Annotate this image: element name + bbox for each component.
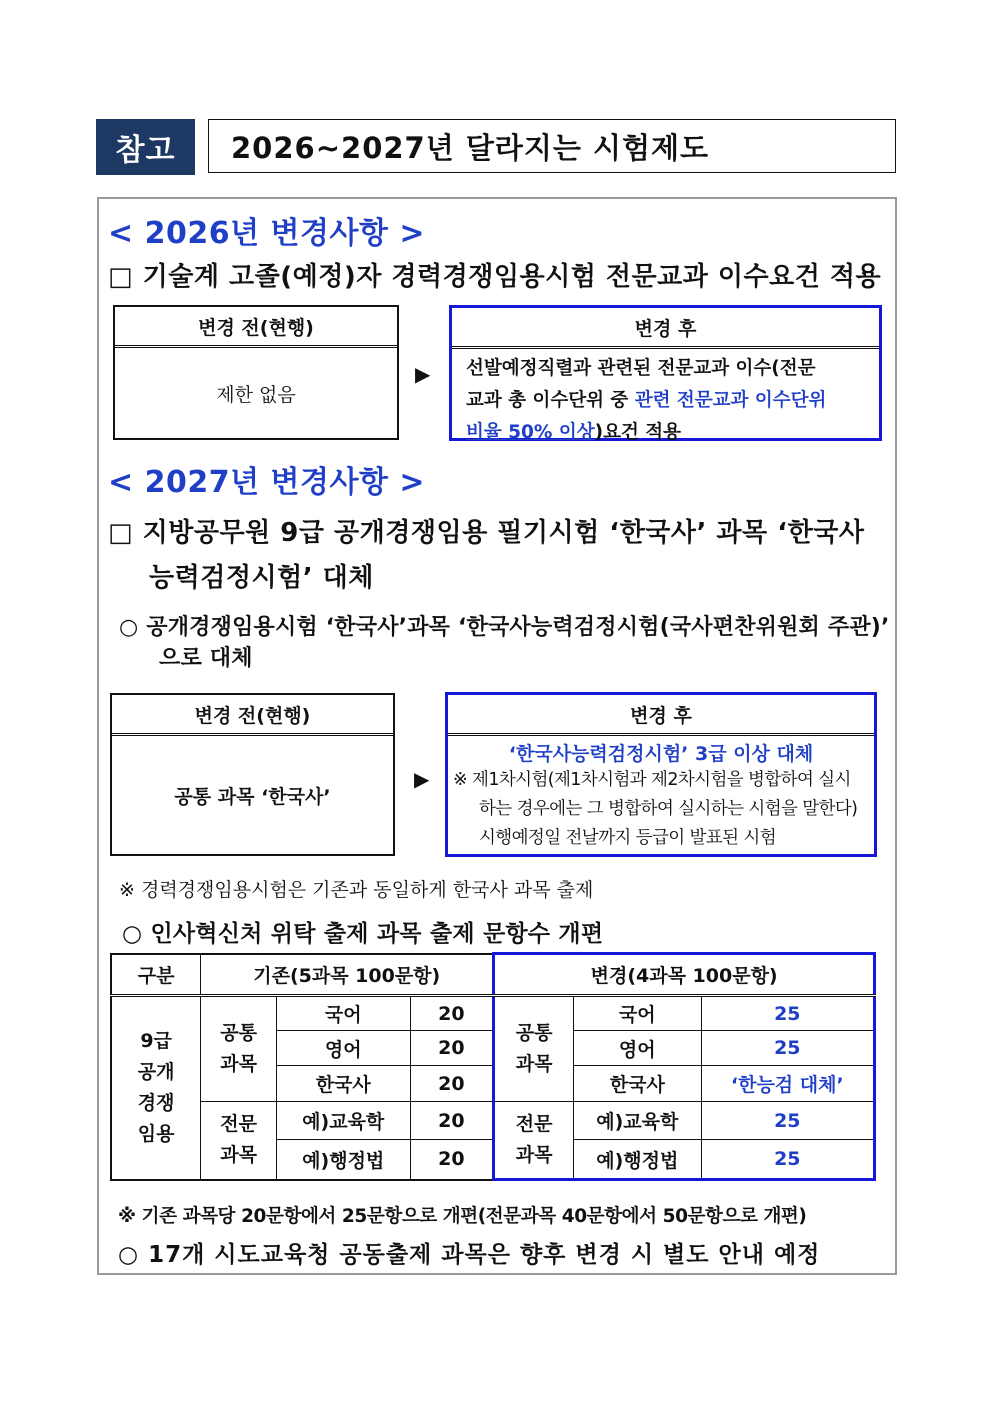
table-before-value: 20	[410, 996, 494, 1031]
sub-item-2: ○ 인사혁신처 위탁 출제 과목 출제 문항수 개편	[122, 921, 604, 947]
section-2027-item-line2: 능력검정시험’ 대체	[149, 563, 374, 593]
after-body	[452, 349, 879, 449]
table-subject-after: 예)행정법	[574, 1140, 702, 1180]
table-after-value: 25	[701, 1140, 874, 1180]
section-2026-heading: < 2026년 변경사항 >	[108, 216, 426, 251]
after-box-2027	[445, 692, 877, 857]
table-common-before: 공통 과목	[201, 996, 277, 1102]
table-before-value: 20	[410, 1102, 494, 1140]
section-2026-item: □ 기술계 고졸(예정)자 경력경쟁임용시험 전문교과 이수요건 적용	[108, 262, 882, 292]
table-header-after: 변경(4과목 100문항)	[494, 954, 875, 996]
table-subject: 예)행정법	[276, 1140, 410, 1180]
table-subject-after: 영어	[574, 1031, 702, 1066]
table-after-value: ‘한능검 대체’	[701, 1066, 874, 1102]
arrow-right-icon: ▶	[415, 362, 431, 386]
table-major-before: 전문 과목	[201, 1102, 277, 1180]
section-2027-item-line1: □ 지방공무원 9급 공개경쟁임용 필기시험 ‘한국사’ 과목 ‘한국사	[108, 518, 865, 548]
question-count-table	[110, 952, 876, 1181]
table-subject: 한국사	[276, 1066, 410, 1102]
before-header: 변경 전(현행)	[115, 307, 397, 348]
table-subject: 예)교육학	[276, 1102, 410, 1140]
table-before-value: 20	[410, 1140, 494, 1180]
before-body-2027: 공통 과목 ‘한국사’	[174, 785, 331, 808]
after-main-2027: ‘한국사능력검정시험’ 3급 이상 대체	[508, 743, 814, 765]
before-box-2026	[113, 305, 399, 440]
table-subject-after: 한국사	[574, 1066, 702, 1102]
table-subject-after: 국어	[574, 996, 702, 1031]
reference-tag: 참고	[96, 119, 195, 175]
sub-item-line1: ○ 공개경쟁임용시험 ‘한국사’과목 ‘한국사능력검정시험(국사편찬위원회 주관)’	[119, 615, 890, 640]
after-note-line1: ※ 제1차시험(제1차시험과 제2차시험을 병합하여 실시	[453, 770, 851, 790]
table-header-gubun: 구분	[111, 954, 201, 996]
after-note-line2: 하는 경우에는 그 병합하여 실시하는 시험을 말한다)	[479, 799, 858, 819]
sub-item-line2: 으로 대체	[159, 646, 253, 671]
table-subject: 영어	[276, 1031, 410, 1066]
arrow-right-icon-2: ▶	[414, 767, 430, 791]
before-header-2027: 변경 전(현행)	[112, 695, 393, 736]
table-before-value: 20	[410, 1031, 494, 1066]
table-subject: 국어	[276, 996, 410, 1031]
after-note-2027	[448, 766, 874, 853]
after-line-2-highlight: 관련 전문교과 이수단위	[634, 390, 827, 411]
career-note: ※ 경력경쟁임용시험은 기존과 동일하게 한국사 과목 출제	[119, 879, 594, 901]
before-body: 제한 없음	[216, 383, 296, 406]
table-common-after: 공통 과목	[494, 996, 574, 1102]
section-2027-heading: < 2027년 변경사항 >	[108, 465, 426, 500]
table-after-value: 25	[701, 1031, 874, 1066]
after-note-line3: 시행예정일 전날까지 등급이 발표된 시험	[479, 828, 777, 848]
reform-note: ※ 기존 과목당 20문항에서 25문항으로 개편(전문과목 40문항에서 50문항으로 개편)	[118, 1206, 807, 1227]
after-line-3	[466, 417, 867, 449]
table-subject-after: 예)교육학	[574, 1102, 702, 1140]
table-major-after: 전문 과목	[494, 1102, 574, 1180]
after-line-2	[466, 385, 867, 417]
table-after-value: 25	[701, 1102, 874, 1140]
after-header-2027: 변경 후	[448, 695, 874, 736]
closing-item: ○ 17개 시도교육청 공동출제 과목은 향후 변경 시 별도 안내 예정	[118, 1242, 821, 1268]
after-header: 변경 후	[452, 308, 879, 349]
table-row-label: 9급 공개 경쟁 임용	[111, 996, 201, 1180]
after-line-3-highlight: 비율 50% 이상	[466, 422, 595, 443]
after-line-1: 선발예정직렬과 관련된 전문교과 이수(전문	[466, 358, 816, 379]
page-title: 2026~2027년 달라지는 시험제도	[208, 119, 896, 173]
after-box-2026	[449, 305, 882, 441]
table-after-value: 25	[701, 996, 874, 1031]
after-line-3b: )요건 적용	[594, 422, 682, 443]
table-header-before: 기존(5과목 100문항)	[201, 954, 494, 996]
after-line-2a: 교과 총 이수단위 중	[466, 390, 635, 411]
before-box-2027	[110, 693, 395, 856]
table-before-value: 20	[410, 1066, 494, 1102]
